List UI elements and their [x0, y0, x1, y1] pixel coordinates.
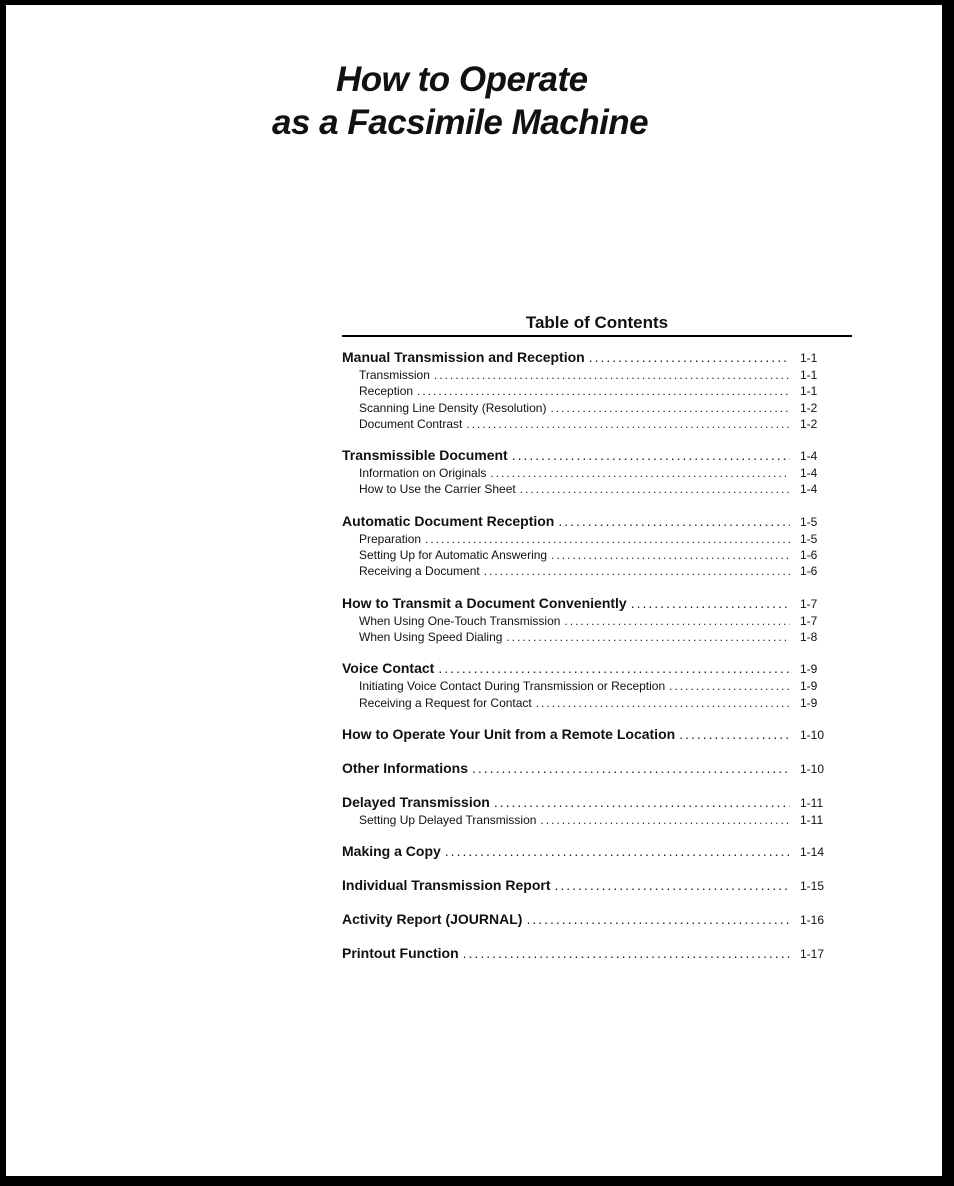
- toc-subsection-label: When Using Speed Dialing: [359, 629, 503, 644]
- dot-leader: [520, 481, 790, 497]
- dot-leader: [490, 465, 790, 481]
- toc-subsection-entry[interactable]: [342, 629, 852, 645]
- toc-section-page-number: 1-7: [800, 596, 818, 611]
- dot-leader: [434, 367, 790, 383]
- toc-subsection-page-number: 1-9: [800, 679, 818, 694]
- toc-subsection-entry[interactable]: [342, 465, 852, 481]
- toc-section-page-number: 1-5: [800, 514, 818, 529]
- toc-section-page-number: 1-4: [800, 449, 818, 464]
- toc-subsection-entry[interactable]: [342, 563, 852, 579]
- page-title-line-1: How to Operate: [336, 60, 588, 99]
- toc-section-entry[interactable]: [342, 760, 852, 778]
- toc-subsection-page-number: 1-4: [800, 466, 818, 481]
- toc-subsection-page-number: 1-7: [800, 613, 818, 628]
- dot-leader: [438, 660, 790, 677]
- dot-leader: [540, 812, 790, 828]
- toc-section-entry[interactable]: [342, 513, 852, 531]
- toc-section-page-number: 1-16: [800, 913, 825, 928]
- toc-subsection-label: Information on Originals: [359, 466, 487, 481]
- toc-section-page-number: 1-15: [800, 879, 825, 894]
- toc-section-label: Other Informations: [342, 759, 469, 776]
- toc-subsection-page-number: 1-4: [800, 482, 818, 497]
- toc-section-page-number: 1-10: [800, 761, 825, 776]
- toc-section: [342, 843, 852, 861]
- dot-leader: [512, 447, 790, 464]
- toc-section-label: How to Operate Your Unit from a Remote Location: [342, 725, 676, 742]
- toc-subsection-entry[interactable]: [342, 481, 852, 497]
- toc-subsection-label: Transmission: [359, 368, 430, 382]
- toc-section-entry[interactable]: [342, 349, 852, 367]
- toc-section-entry[interactable]: [342, 726, 852, 744]
- dot-leader: [558, 513, 790, 530]
- toc-subsection-page-number: 1-1: [800, 368, 818, 382]
- toc-sections: [342, 349, 852, 963]
- toc-section-label: Making a Copy: [342, 843, 441, 860]
- toc-subsection-entry[interactable]: [342, 678, 852, 694]
- toc-section: [342, 349, 852, 432]
- toc-section-entry[interactable]: [342, 794, 852, 812]
- toc-subsection-page-number: 1-6: [800, 564, 818, 579]
- dot-leader: [445, 843, 790, 860]
- dot-leader: [425, 531, 790, 547]
- toc-section: [342, 877, 852, 895]
- toc-subsection-entry[interactable]: [342, 400, 852, 416]
- toc-subsection-page-number: 1-2: [800, 416, 818, 431]
- toc-section: [342, 595, 852, 646]
- toc-section-label: Individual Transmission Report: [342, 877, 551, 894]
- dot-leader: [463, 945, 790, 962]
- toc-section-entry[interactable]: [342, 595, 852, 613]
- toc-section-page-number: 1-17: [800, 947, 825, 962]
- dot-leader: [506, 629, 790, 645]
- toc-section-label: Activity Report (JOURNAL): [342, 911, 523, 928]
- toc-section-entry[interactable]: [342, 660, 852, 678]
- toc-subsection-entry[interactable]: [342, 812, 852, 828]
- dot-leader: [536, 695, 790, 711]
- dot-leader: [484, 563, 790, 579]
- toc-section: [342, 660, 852, 711]
- toc-section-entry[interactable]: [342, 945, 852, 963]
- dot-leader: [554, 877, 790, 894]
- toc-section-entry[interactable]: [342, 447, 852, 465]
- toc-section-page-number: 1-10: [800, 727, 825, 742]
- toc-section-label: Printout Function: [342, 945, 459, 962]
- toc-section-page-number: 1-14: [800, 845, 825, 860]
- toc-subsection-label: Receiving a Request for Contact: [359, 695, 532, 710]
- toc-section: [342, 447, 852, 498]
- page-title: [272, 58, 648, 144]
- dot-leader: [631, 595, 790, 612]
- toc-subsection-label: Reception: [359, 384, 414, 399]
- toc-subsection-page-number: 1-11: [800, 812, 824, 827]
- dot-leader: [551, 547, 790, 563]
- toc-subsection-entry[interactable]: [342, 383, 852, 399]
- toc-section-label: Automatic Document Reception: [342, 512, 555, 529]
- toc-heading: Table of Contents: [342, 312, 852, 337]
- toc-section: [342, 911, 852, 929]
- toc-subsection-label: Document Contrast: [359, 416, 463, 431]
- toc-subsection-page-number: 1-8: [800, 629, 818, 644]
- toc-section-label: Transmissible Document: [342, 447, 508, 464]
- toc-section: [342, 760, 852, 778]
- toc-section: [342, 945, 852, 963]
- toc-section: [342, 513, 852, 580]
- toc-section: [342, 794, 852, 828]
- toc-subsection-label: Setting Up for Automatic Answering: [359, 548, 548, 563]
- dot-leader: [679, 726, 790, 743]
- table-of-contents: [342, 312, 852, 979]
- dot-leader: [564, 613, 790, 629]
- toc-subsection-page-number: 1-9: [800, 695, 818, 710]
- toc-section-page-number: 1-9: [800, 662, 818, 677]
- toc-subsection-label: Setting Up Delayed Transmission: [359, 812, 537, 827]
- dot-leader: [669, 678, 790, 694]
- toc-subsection-label: Receiving a Document: [359, 564, 480, 579]
- toc-subsection-label: Preparation: [359, 531, 422, 546]
- toc-subsection-page-number: 1-6: [800, 548, 818, 563]
- toc-subsection-entry[interactable]: [342, 367, 852, 383]
- toc-subsection-entry[interactable]: [342, 613, 852, 629]
- toc-section-page-number: 1-11: [800, 795, 824, 810]
- toc-subsection-label: How to Use the Carrier Sheet: [359, 482, 516, 497]
- dot-leader: [417, 383, 790, 399]
- toc-section-entry[interactable]: [342, 877, 852, 895]
- toc-subsection-label: Scanning Line Density (Resolution): [359, 400, 547, 415]
- toc-subsection-entry[interactable]: [342, 531, 852, 547]
- toc-subsection-entry[interactable]: [342, 416, 852, 432]
- dot-leader: [472, 760, 790, 777]
- toc-section-label: How to Transmit a Document Conveniently: [342, 594, 627, 611]
- dot-leader: [466, 416, 790, 432]
- toc-subsection-entry[interactable]: [342, 547, 852, 563]
- page-title-line-2: as a Facsimile Machine: [272, 103, 649, 142]
- dot-leader: [589, 349, 790, 366]
- dot-leader: [550, 400, 790, 416]
- toc-subsection-entry[interactable]: [342, 695, 852, 711]
- toc-section-entry[interactable]: [342, 843, 852, 861]
- toc-subsection-label: When Using One-Touch Transmission: [359, 613, 561, 628]
- toc-section: [342, 726, 852, 744]
- toc-section-label: Manual Transmission and Reception: [342, 349, 585, 365]
- toc-section-label: Delayed Transmission: [342, 793, 490, 810]
- toc-section-page-number: 1-1: [800, 351, 818, 365]
- toc-section-label: Voice Contact: [342, 660, 435, 677]
- toc-subsection-page-number: 1-5: [800, 531, 818, 546]
- toc-subsection-label: Initiating Voice Contact During Transmission or Reception: [359, 679, 666, 694]
- dot-leader: [526, 911, 790, 928]
- toc-subsection-page-number: 1-1: [800, 384, 818, 399]
- toc-section-entry[interactable]: [342, 911, 852, 929]
- dot-leader: [494, 794, 790, 811]
- toc-subsection-page-number: 1-2: [800, 400, 818, 415]
